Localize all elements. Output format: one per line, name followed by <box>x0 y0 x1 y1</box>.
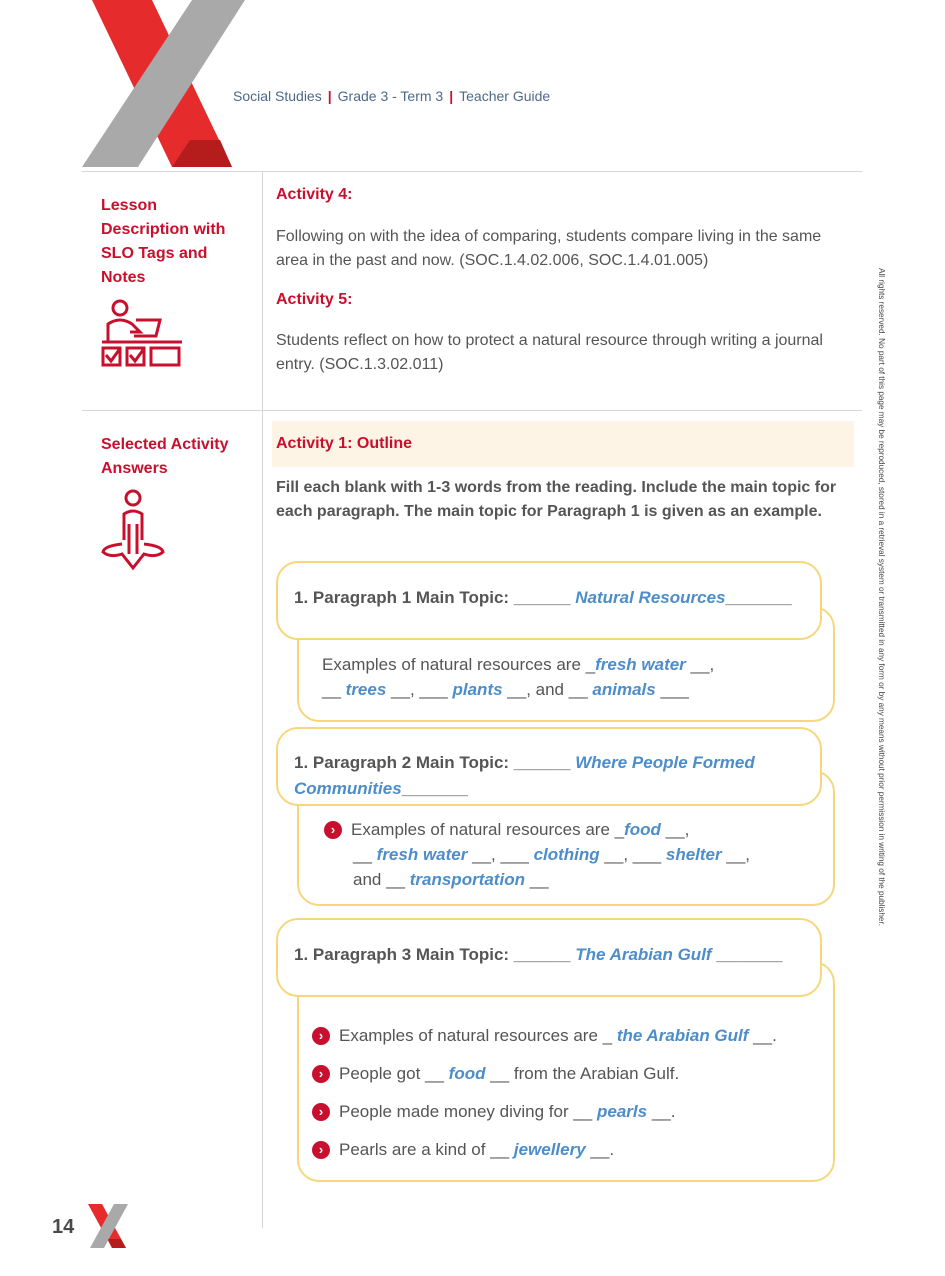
person-standing-icon <box>100 488 166 574</box>
answer-text: trees <box>345 680 387 699</box>
paragraph-2-examples-line: __ fresh water __, ___ clothing __, ___ shelter __, <box>353 845 750 864</box>
heading-line: Answers <box>101 460 168 477</box>
paragraph-2-topic-continued: Communities_______ <box>294 779 468 798</box>
copyright-text: All rights reserved. No part of this page may be reproduced, stored in a retrieval system or transmitted in any form or by any means without prior permission in writing of the publisher. <box>877 268 886 927</box>
breadcrumb-grade: Grade 3 - Term 3 <box>337 88 444 104</box>
paragraph-3-item: › Examples of natural resources are _ the Arabian Gulf __. <box>312 1023 777 1048</box>
chevron-right-icon: › <box>312 1065 330 1083</box>
answer-text: transportation <box>409 870 525 889</box>
answer-text: jewellery <box>513 1140 586 1159</box>
paragraph-3-topic: 1. Paragraph 3 Main Topic: ______ The Arabian Gulf _______ <box>294 945 783 964</box>
brand-logo <box>80 0 250 167</box>
instructions: Fill each blank with 1-3 words from the reading. Include the main topic for each paragraph. The main topic for Paragraph 1 is given as an example. <box>276 479 837 520</box>
chevron-right-icon: › <box>312 1141 330 1159</box>
chevron-right-icon: › <box>312 1027 330 1045</box>
outline-title: Activity 1: Outline <box>276 435 413 452</box>
answer-text: Natural Resources <box>575 588 726 607</box>
lesson-description-heading <box>101 194 225 290</box>
answer-text: The Arabian Gulf <box>575 945 712 964</box>
answer-text: plants <box>452 680 503 699</box>
paragraph-3-item: › People made money diving for __ pearls __. <box>312 1099 675 1124</box>
page-number: 14 <box>52 1216 75 1238</box>
breadcrumb-separator: | <box>449 88 454 104</box>
paragraph-1-examples-line: __ trees __, ___ plants __, and __ animals ___ <box>322 680 689 699</box>
answer-text: animals <box>592 680 656 699</box>
divider <box>82 171 862 172</box>
activity-5-title: Activity 5: <box>276 291 353 308</box>
answer-text: Communities <box>294 779 402 798</box>
heading-line: Selected Activity <box>101 436 229 453</box>
brand-logo-small <box>86 1204 130 1248</box>
activity-5-description: Students reflect on how to protect a natural resource through writing a journal entry. (SOC.1.3.02.011) <box>276 332 823 373</box>
chevron-right-icon: › <box>312 1103 330 1121</box>
paragraph-3-topic-box <box>276 918 822 997</box>
breadcrumb <box>233 88 550 104</box>
paragraph-1-topic-box <box>276 561 822 640</box>
activity-4-title: Activity 4: <box>276 186 353 203</box>
divider <box>82 410 862 411</box>
chevron-right-icon: › <box>324 821 342 839</box>
heading-line: Notes <box>101 269 146 286</box>
answer-text: food <box>448 1064 486 1083</box>
activity-4-description: Following on with the idea of comparing, students compare living in the same area in the past and now. (SOC.1.4.02.006, SOC.1.4.01.005) <box>276 228 822 269</box>
heading-line: Lesson <box>101 197 158 214</box>
paragraph-3-item: › Pearls are a kind of __ jewellery __. <box>312 1137 614 1162</box>
answer-text: the Arabian Gulf <box>616 1026 749 1045</box>
paragraph-2-topic-box <box>276 727 822 806</box>
breadcrumb-separator: | <box>327 88 332 104</box>
answer-text: shelter <box>665 845 722 864</box>
answer-text: pearls <box>597 1102 648 1121</box>
paragraph-1-topic: 1. Paragraph 1 Main Topic: ______ Natural Resources_______ <box>294 588 792 607</box>
heading-line: SLO Tags and <box>101 245 208 262</box>
paragraph-2-topic: 1. Paragraph 2 Main Topic: ______ Where People Formed <box>294 753 755 772</box>
answer-text: clothing <box>533 845 600 864</box>
column-divider <box>262 171 263 1228</box>
answer-text: Where People Formed <box>575 753 755 772</box>
selected-answers-heading <box>101 433 228 481</box>
breadcrumb-subject: Social Studies <box>233 88 322 104</box>
copyright-notice <box>868 268 888 1008</box>
answer-text: fresh water <box>376 845 468 864</box>
breadcrumb-guide: Teacher Guide <box>459 88 551 104</box>
heading-line: Description with <box>101 221 226 238</box>
answer-text: fresh water <box>595 655 686 674</box>
answer-text: food <box>624 820 661 839</box>
teacher-at-desk-icon <box>100 298 184 372</box>
paragraph-1-examples-line: Examples of natural resources are _fresh water __, <box>322 655 715 674</box>
paragraph-3-item: › People got __ food __ from the Arabian Gulf. <box>312 1061 679 1086</box>
paragraph-2-examples-line: › Examples of natural resources are _food __, <box>324 817 689 842</box>
paragraph-2-examples-line: and __ transportation __ <box>353 870 549 889</box>
outline-title-bar <box>272 421 854 467</box>
